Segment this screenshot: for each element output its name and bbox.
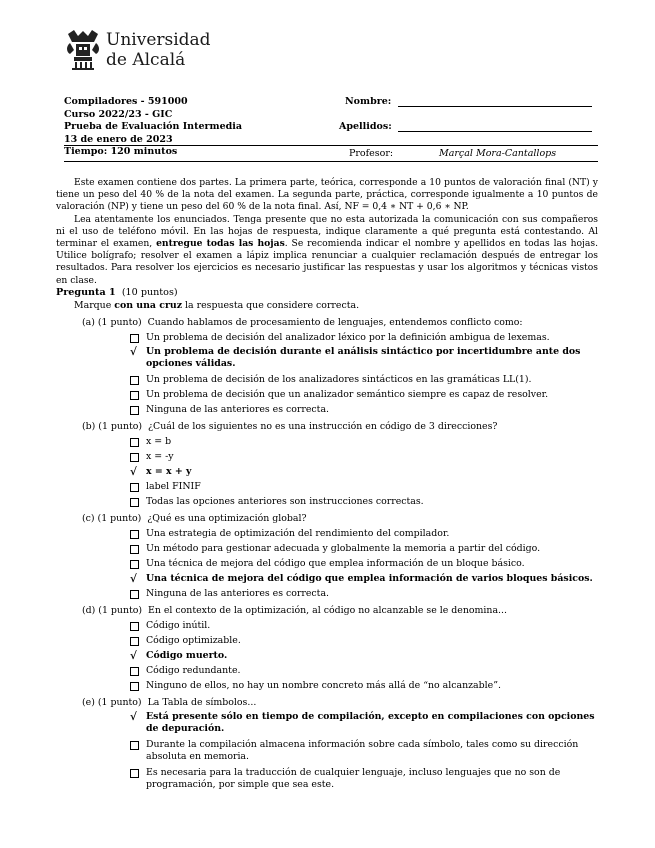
- checkbox-icon: [130, 667, 139, 676]
- instructions-text-c: . Se recomienda indicar el nombre y apellidos en todas las hojas. Utilice bolígrafo; resolver el examen a lápiz implica renunciar a cualquier reclamación después de entregar los resultados. Para resolver los ejercicios es necesario justificar las respuestas y usar los algoritmos y técnicas vistos en clase.: [56, 238, 599, 286]
- subquestion-label: (e) (1 punto): [82, 697, 142, 708]
- option-checkbox[interactable]: [130, 767, 600, 792]
- option-text: Código muerto.: [146, 650, 228, 661]
- option-checkbox[interactable]: [130, 665, 600, 677]
- question-number: Pregunta 1: [56, 287, 116, 298]
- option-text: Ninguna de las anteriores es correcta.: [146, 404, 330, 415]
- name-label: Nombre:: [345, 96, 392, 107]
- header-rule-bottom: [64, 161, 598, 162]
- option-checkbox[interactable]: [130, 620, 600, 632]
- header-rule-top: [64, 145, 598, 146]
- option-text: Una técnica de mejora del código que emplea información de un bloque básico.: [146, 558, 525, 569]
- professor-label: Profesor:: [349, 148, 394, 159]
- exam-time: Tiempo: 120 minutos: [64, 146, 178, 157]
- option-checkbox[interactable]: [130, 404, 600, 416]
- question-instruction: [74, 300, 359, 311]
- option-checkbox[interactable]: [130, 332, 600, 344]
- option-text: x = -y: [146, 451, 174, 462]
- checkbox-icon: [130, 438, 139, 447]
- option-text: Un problema de decisión del analizador léxico por la definición ambigua de lexemas.: [146, 332, 550, 343]
- surname-field-line[interactable]: [398, 131, 592, 132]
- question-points: (10 puntos): [121, 287, 178, 298]
- option-checkbox[interactable]: [130, 635, 600, 647]
- instructions-paragraph-1: Este examen contiene dos partes. La primera parte, teórica, corresponde a 10 puntos de valoración final (NT) y tiene un peso del 40 % de la nota del examen. La segunda parte, práctica, corresponde igualmente a 10 puntos de valoración (NP) y tiene un peso del 60 % de la nota final. Así, NF = 0,4 ∗ NT + 0,6 ∗ NP.: [56, 177, 598, 213]
- university-crest-icon: [64, 28, 102, 72]
- option-checkbox[interactable]: [130, 496, 600, 508]
- option-text: Un problema de decisión que un analizador semántico siempre es capaz de resolver.: [146, 389, 549, 400]
- professor-name: Marçal Mora-Cantallops: [439, 148, 557, 159]
- option-checkbox[interactable]: [130, 451, 600, 463]
- exam-type: Prueba de Evaluación Intermedia: [64, 121, 243, 132]
- option-text: x = x + y: [146, 466, 192, 477]
- checkbox-icon: [130, 741, 139, 750]
- surname-label: Apellidos:: [339, 121, 392, 132]
- checkmark-icon: √: [130, 573, 137, 585]
- instr-text-c: la respuesta que considere correcta.: [182, 300, 360, 311]
- option-text: Es necesaria para la traducción de cualquier lenguaje, incluso lenguajes que no son de programación, por simple que sea este.: [146, 767, 561, 791]
- university-line2: de Alcalá: [106, 50, 186, 70]
- university-logo: [64, 28, 244, 74]
- checkbox-icon: [130, 769, 139, 778]
- option-checkbox[interactable]: [130, 680, 600, 692]
- checkmark-icon: √: [130, 650, 137, 662]
- option-text: label FINIF: [146, 481, 201, 492]
- option-text: Una técnica de mejora del código que emplea información de varios bloques básicos.: [146, 573, 593, 584]
- subquestion-text: Cuando hablamos de procesamiento de lenguajes, entendemos conflicto como:: [147, 317, 523, 328]
- instr-bold: con una cruz: [114, 300, 183, 311]
- option-checked[interactable]: [130, 711, 600, 736]
- checkbox-icon: [130, 590, 139, 599]
- checkbox-icon: [130, 453, 139, 462]
- checkbox-icon: [130, 682, 139, 691]
- question-title: [56, 287, 178, 298]
- checkmark-icon: √: [130, 346, 137, 358]
- subquestion-a: [82, 317, 523, 328]
- subquestion-label: (b) (1 punto): [82, 421, 143, 432]
- instr-text-a: Marque: [74, 300, 115, 311]
- subquestion-e: [82, 697, 256, 708]
- instructions-bold: entregue todas las hojas: [156, 238, 285, 250]
- checkbox-icon: [130, 530, 139, 539]
- option-checked[interactable]: [130, 346, 600, 371]
- option-text: Código optimizable.: [146, 635, 241, 646]
- checkbox-icon: [130, 391, 139, 400]
- checkbox-icon: [130, 498, 139, 507]
- subquestion-label: (a) (1 punto): [82, 317, 142, 328]
- checkmark-icon: √: [130, 466, 137, 478]
- option-checkbox[interactable]: [130, 558, 600, 570]
- option-text: Durante la compilación almacena información sobre cada símbolo, tales como su dirección absoluta en memoria.: [146, 739, 579, 763]
- option-text: Ninguno de ellos, no hay un nombre concreto más allá de “no alcanzable”.: [146, 680, 501, 691]
- checkmark-icon: √: [130, 711, 137, 723]
- option-text: Código inútil.: [146, 620, 211, 631]
- course-code: Compiladores - 591000: [64, 96, 188, 107]
- option-text: Todas las opciones anteriores son instrucciones correctas.: [146, 496, 424, 507]
- checkbox-icon: [130, 406, 139, 415]
- instructions-text-a: Lea atentamente los enunciados. Tenga presente que no esta autorizada la comunicación con sus compañeros ni el uso de teléfono móvil. En las hojas de respuesta, indique claramente a qué pregunta está contestando. Al terminar el examen,: [56, 213, 598, 250]
- checkbox-icon: [130, 545, 139, 554]
- option-text: Un método para gestionar adecuada y globalmente la memoria a partir del código.: [146, 543, 541, 554]
- subquestion-b: [82, 421, 497, 432]
- exam-instructions: [56, 177, 598, 287]
- option-checkbox[interactable]: [130, 374, 600, 386]
- course-info: [64, 96, 242, 159]
- subquestion-text: ¿Qué es una optimización global?: [147, 513, 307, 524]
- option-text: x = b: [146, 436, 172, 447]
- option-text: Código redundante.: [146, 665, 241, 676]
- subquestion-text: En el contexto de la optimización, al código no alcanzable se le denomina...: [148, 605, 507, 616]
- subquestion-label: (c) (1 punto): [82, 513, 142, 524]
- university-name: [106, 30, 211, 70]
- option-checked[interactable]: [130, 466, 600, 478]
- option-checked[interactable]: [130, 573, 600, 585]
- subquestion-d: [82, 605, 507, 616]
- option-checkbox[interactable]: [130, 543, 600, 555]
- checkbox-icon: [130, 637, 139, 646]
- option-text: Una estrategia de optimización del rendimiento del compilador.: [146, 528, 450, 539]
- option-checkbox[interactable]: [130, 389, 600, 401]
- checkbox-icon: [130, 376, 139, 385]
- checkbox-icon: [130, 334, 139, 343]
- option-checkbox[interactable]: [130, 481, 600, 493]
- option-checked[interactable]: [130, 650, 600, 662]
- course-year: Curso 2022/23 - GIC: [64, 108, 173, 120]
- university-line1: Universidad: [106, 30, 211, 50]
- option-text: Ninguna de las anteriores es correcta.: [146, 588, 330, 599]
- instructions-paragraph-2: [56, 214, 598, 287]
- option-checkbox[interactable]: [130, 588, 600, 600]
- checkbox-icon: [130, 560, 139, 569]
- subquestion-text: La Tabla de símbolos...: [147, 697, 257, 708]
- subquestion-c: [82, 513, 307, 524]
- option-checkbox[interactable]: [130, 739, 600, 764]
- option-text: Un problema de decisión de los analizadores sintácticos en las gramáticas LL(1).: [146, 374, 532, 385]
- checkbox-icon: [130, 483, 139, 492]
- option-text: Un problema de decisión durante el análisis sintáctico por incertidumbre ante dos opciones válidas.: [146, 346, 581, 370]
- exam-date: 13 de enero de 2023: [64, 133, 173, 145]
- name-field-line[interactable]: [398, 106, 592, 107]
- option-checkbox[interactable]: [130, 528, 600, 540]
- checkbox-icon: [130, 622, 139, 631]
- subquestion-label: (d) (1 punto): [82, 605, 143, 616]
- subquestion-text: ¿Cuál de los siguientes no es una instrucción en código de 3 direcciones?: [148, 421, 498, 432]
- option-checkbox[interactable]: [130, 436, 600, 448]
- option-text: Está presente sólo en tiempo de compilación, excepto en compilaciones con opciones de depuración.: [146, 711, 595, 735]
